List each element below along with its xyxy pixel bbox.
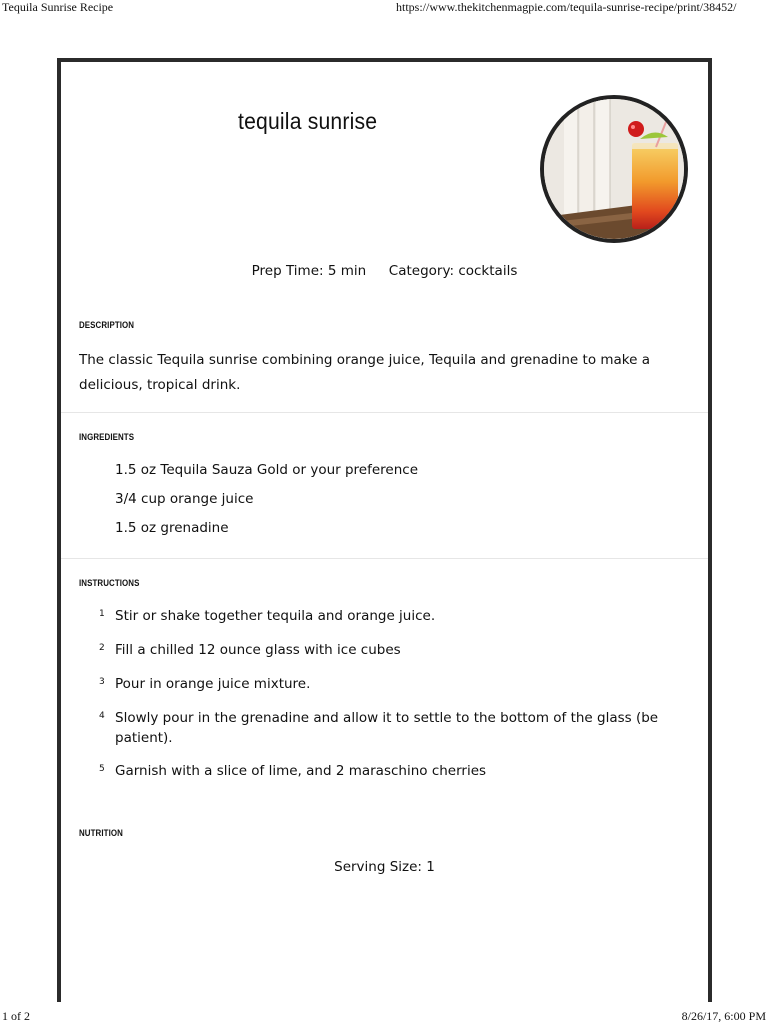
category-label: Category: (388, 263, 455, 279)
category-value: cocktails (458, 263, 518, 279)
recipe-title: tequila sunrise (238, 108, 378, 134)
instructions-label: INSTRUCTIONS (79, 578, 140, 588)
step-text: Garnish with a slice of lime, and 2 maraschino cherries (115, 763, 487, 779)
step-text: Fill a chilled 12 ounce glass with ice cubes (115, 642, 401, 658)
recipe-card (57, 58, 712, 1002)
step-text: Slowly pour in the grenadine and allow it to settle to the bottom of the glass (be patient). (115, 710, 659, 746)
description-text: The classic Tequila sunrise combining orange juice, Tequila and grenadine to make a delicious, tropical drink. (79, 352, 650, 393)
step-number: 3 (99, 677, 105, 687)
recipe-meta (61, 263, 708, 279)
ingredient-item: 1.5 oz grenadine (115, 520, 229, 536)
prep-time-label: Prep Time: (251, 263, 324, 279)
ingredient-item: 1.5 oz Tequila Sauza Gold or your preference (115, 462, 419, 478)
print-footer-datetime: 8/26/17, 6:00 PM (681, 1009, 766, 1023)
print-footer-page: 1 of 2 (2, 1009, 30, 1023)
step-number: 1 (99, 609, 105, 619)
step-number: 4 (99, 711, 105, 721)
print-header-url: https://www.thekitchenmagpie.com/tequila-sunrise-recipe/print/38452/ (396, 0, 737, 14)
description-label: DESCRIPTION (79, 320, 135, 330)
tequila-sunrise-photo (544, 99, 684, 239)
prep-time-value: 5 min (327, 263, 367, 279)
nutrition-label: NUTRITION (79, 828, 123, 838)
step-number: 5 (99, 764, 105, 774)
divider (61, 558, 708, 559)
ingredient-item: 3/4 cup orange juice (115, 491, 254, 507)
serving-size (61, 859, 708, 875)
ingredients-label: INGREDIENTS (79, 432, 135, 442)
recipe-photo (540, 95, 688, 243)
print-header-title: Tequila Sunrise Recipe (2, 0, 114, 14)
serving-size-label: Serving Size: (334, 859, 422, 875)
serving-size-value: 1 (426, 859, 435, 875)
step-number: 2 (99, 643, 105, 653)
divider (61, 412, 708, 413)
step-text: Stir or shake together tequila and orange juice. (115, 608, 436, 624)
step-text: Pour in orange juice mixture. (115, 676, 311, 692)
